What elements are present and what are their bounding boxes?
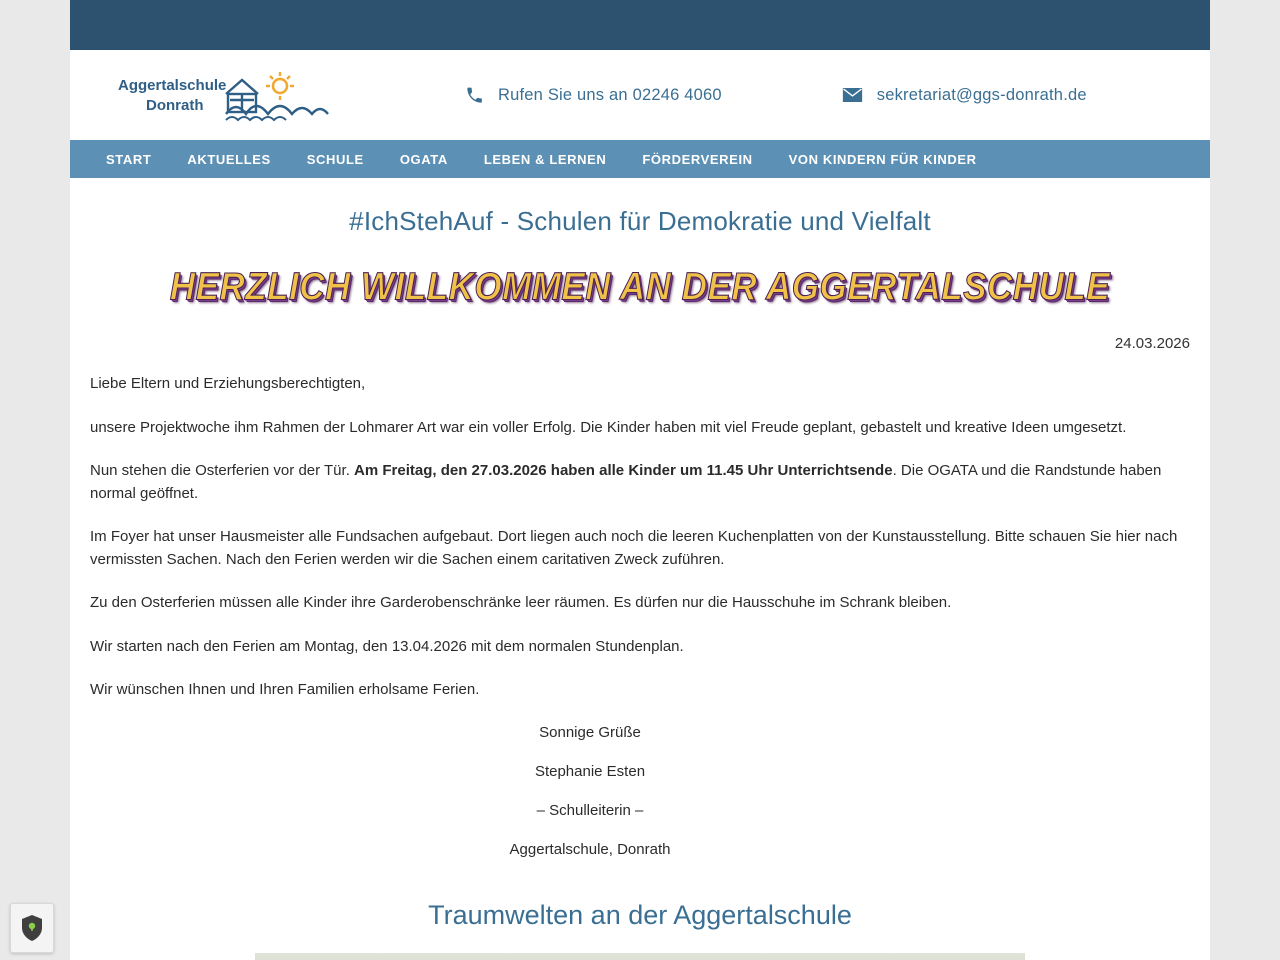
- paragraph-fundsachen: Im Foyer hat unser Hausmeister alle Fundsachen aufgebaut. Dort liegen auch noch die leeren Kuchenplatten von der Kunstausstellung. Bitte schauen Sie hier nach vermissten Sachen. Nach den Ferien werden wir die Sachen einem caritativen Zweck zuführen.: [90, 528, 1178, 568]
- signature-line-2: Stephanie Esten: [534, 762, 646, 780]
- photo-sky: [255, 953, 1025, 960]
- signature-line-1: Sonnige Grüße: [539, 723, 641, 741]
- paragraph-projektwoche: unsere Projektwoche ihm Rahmen der Lohmarer Art war ein voller Erfolg. Die Kinder haben mit viel Freude geplant, gebastelt und kreative Ideen umgesetzt.: [90, 418, 1127, 436]
- section-title-traumwelten: Traumwelten an der Aggertalschule: [428, 899, 852, 930]
- nav-item-schule[interactable]: SCHULE: [306, 151, 364, 167]
- header-email-label: sekretariat@ggs-donrath.de: [876, 85, 1087, 104]
- top-bar: [70, 0, 1210, 50]
- paragraph-start-nach-ferien: Wir starten nach den Ferien am Montag, den 13.04.2026 mit dem normalen Stundenplan.: [90, 637, 684, 655]
- page-gutter-right: [1210, 0, 1280, 960]
- paragraph-osterferien-post: . Die OGATA und die Randstunde haben normal geöffnet.: [90, 462, 1162, 502]
- signature-line-4: Aggertalschule, Donrath: [509, 840, 671, 858]
- nav-item-leben-und-lernen[interactable]: LEBEN & LERNEN: [483, 151, 607, 167]
- paragraph-wuensche: Wir wünschen Ihnen und Ihren Familien erholsame Ferien.: [90, 681, 480, 698]
- envelope-icon: [842, 87, 863, 103]
- nav-item-von-kindern-fuer-kinder[interactable]: VON KINDERN FÜR KINDER: [788, 151, 977, 167]
- svg-text:Donrath: Donrath: [146, 97, 204, 114]
- paragraph-osterferien-pre: Nun stehen die Osterferien vor der Tür.: [90, 462, 355, 479]
- content-frame: [70, 0, 1210, 960]
- header-email[interactable]: [842, 86, 1087, 105]
- site-header: [70, 50, 1210, 140]
- nav-item-start[interactable]: START: [106, 151, 152, 167]
- paragraph-osterferien-bold: Am Freitag, den 27.03.2026 haben alle Kinder um 11.45 Uhr Unterrichtsende: [354, 462, 893, 479]
- article-photo: [255, 953, 1025, 960]
- paragraph-osterferien: [80, 460, 1200, 505]
- privacy-shield-button[interactable]: [10, 903, 54, 953]
- post-date: 24.03.2026: [1114, 335, 1190, 352]
- main-navigation: [70, 140, 1210, 178]
- nav-item-ogata[interactable]: OGATA: [399, 151, 448, 167]
- shield-icon: [20, 914, 44, 942]
- paragraph-greeting: Liebe Eltern und Erziehungsberechtigten,: [90, 375, 366, 392]
- main-content: [70, 206, 1210, 960]
- svg-text:Aggertalschule: Aggertalschule: [118, 77, 227, 94]
- site-logo[interactable]: [70, 64, 390, 126]
- page-gutter-left: [0, 0, 70, 960]
- school-logo-icon: [118, 64, 378, 126]
- subheadline: #IchStehAuf - Schulen für Demokratie und Vielfalt: [349, 206, 931, 236]
- nav-item-foerderverein[interactable]: FÖRDERVEREIN: [642, 151, 753, 167]
- signature-line-3: – Schulleiterin –: [536, 801, 644, 819]
- page-title: HERZLICH WILLKOMMEN AN DER AGGERTALSCHULE: [169, 265, 1111, 309]
- paragraph-garderobe: Zu den Osterferien müssen alle Kinder ihre Garderobenschränke leer räumen. Es dürfen nur die Hausschuhe im Schrank bleiben.: [90, 594, 952, 611]
- phone-icon: [465, 86, 484, 105]
- header-phone[interactable]: [465, 86, 722, 105]
- header-phone-label: Rufen Sie uns an 02246 4060: [498, 85, 722, 104]
- nav-item-aktuelles[interactable]: AKTUELLES: [187, 151, 271, 167]
